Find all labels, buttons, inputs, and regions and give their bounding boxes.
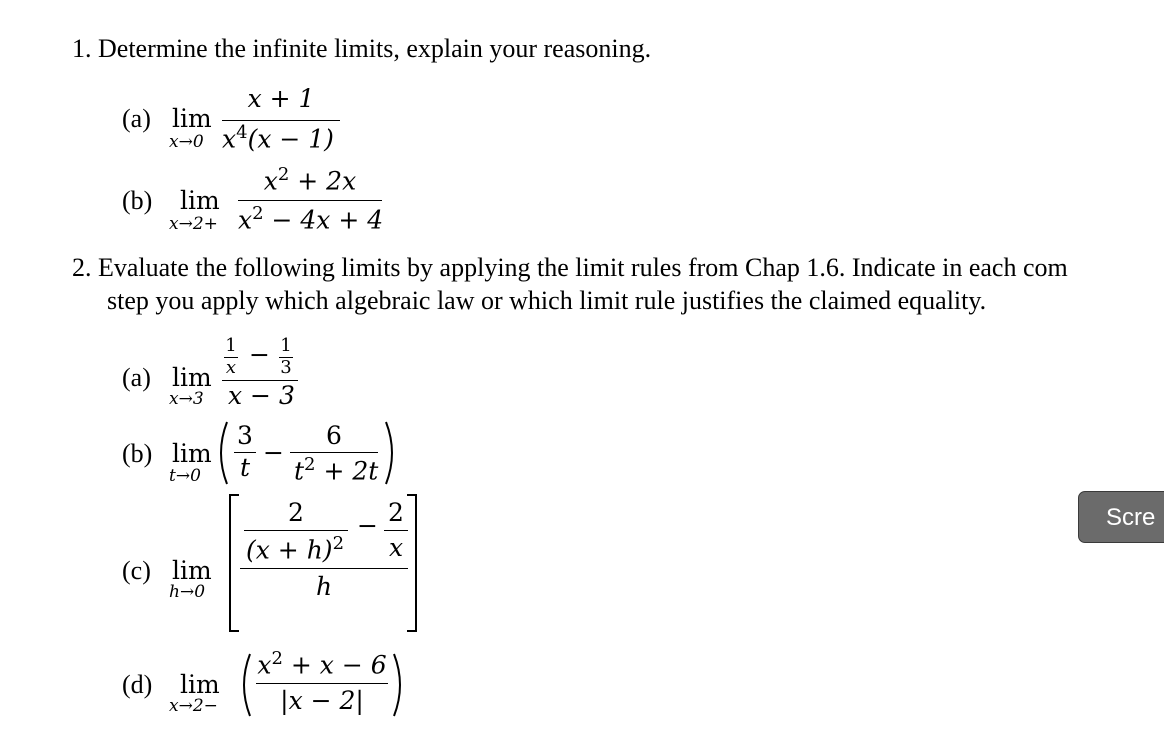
lim-operator: lim <box>180 670 220 699</box>
denominator <box>238 203 383 234</box>
frac-1-num: 2 <box>288 498 304 527</box>
part-label: (c) <box>122 556 151 585</box>
lim-subscript: x→3 <box>169 389 204 409</box>
den-base: x <box>222 124 237 154</box>
lim-subscript: x→2+ <box>169 214 218 234</box>
part-label: (a) <box>122 104 151 133</box>
lim-operator: lim <box>172 556 212 585</box>
part-label: (a) <box>122 363 151 392</box>
minus-sign: − <box>357 511 378 540</box>
frac-1-den: t <box>239 453 251 482</box>
num-rest: + 2x <box>289 166 357 196</box>
num-exponent: 2 <box>277 164 290 185</box>
numerator <box>238 164 382 195</box>
part-label: (b) <box>122 186 153 215</box>
numerator: x + 1 <box>247 84 315 113</box>
denominator: x − 3 <box>228 381 295 410</box>
small-frac-1-den: x <box>225 357 237 378</box>
right-bracket <box>415 494 417 632</box>
left-bracket-bottom <box>229 630 239 632</box>
fraction-bar <box>238 200 382 201</box>
denominator: |x − 2| <box>280 686 364 715</box>
frac-2-den <box>294 454 378 485</box>
frac-1-den <box>246 533 344 564</box>
denominator <box>222 122 334 153</box>
problem-2-heading-line-1: 2. Evaluate the following limits by applying the limit rules from Chap 1.6. Indicate in each com <box>72 253 1068 282</box>
small-frac-2-den: 3 <box>280 357 292 378</box>
lim-operator: lim <box>172 439 212 468</box>
num-base: x <box>263 166 278 196</box>
lim-operator: lim <box>172 104 212 133</box>
right-bracket-bottom <box>407 630 417 632</box>
den-rest: (x − 1) <box>247 124 334 154</box>
den-base: (x + h) <box>246 535 333 565</box>
minus-sign: − <box>263 438 284 467</box>
right-bracket-top <box>407 494 417 496</box>
right-paren <box>392 652 408 718</box>
frac-2-num: 2 <box>388 498 404 527</box>
den-exponent: 4 <box>236 122 248 143</box>
numerator <box>256 648 388 679</box>
den-exponent: 2 <box>252 203 264 224</box>
den-exponent: 2 <box>304 454 316 475</box>
right-paren <box>384 420 400 486</box>
problem-1-heading: 1. Determine the infinite limits, explain your reasoning. <box>72 34 652 63</box>
frac-1-bar <box>244 530 348 531</box>
frac-2-num: 6 <box>326 421 342 450</box>
lim-subscript: t→0 <box>169 466 201 486</box>
screen-button[interactable]: Scre <box>1078 491 1164 543</box>
lim-operator: lim <box>172 363 212 392</box>
lim-subscript: h→0 <box>169 582 206 602</box>
den-rest: − 4x + 4 <box>263 205 384 235</box>
fraction-bar <box>240 568 408 569</box>
den-base: x <box>238 205 253 235</box>
small-frac-1-num: 1 <box>225 335 237 356</box>
frac-2-den: x <box>388 533 404 562</box>
den-base: t <box>294 456 305 486</box>
num-rest: + x − 6 <box>282 650 387 680</box>
frac-2-bar <box>384 530 408 531</box>
left-paren <box>213 420 229 486</box>
denominator: h <box>315 572 333 601</box>
num-base: x <box>257 650 272 680</box>
small-frac-2-num: 1 <box>280 335 292 356</box>
den-rest: + 2t <box>315 456 379 486</box>
lim-subscript: x→2− <box>169 696 218 716</box>
lim-subscript: x→0 <box>169 132 204 152</box>
part-label: (b) <box>122 439 153 468</box>
left-bracket-top <box>229 494 239 496</box>
frac-1-num: 3 <box>237 421 253 450</box>
num-exponent: 2 <box>271 648 283 669</box>
den-exponent: 2 <box>332 533 345 554</box>
left-bracket <box>229 494 231 632</box>
fraction-bar <box>256 683 388 684</box>
problem-2-heading-line-2: step you apply which algebraic law or which limit rule justifies the claimed equality. <box>107 286 987 315</box>
lim-operator: lim <box>180 186 220 215</box>
minus-sign: − <box>249 340 270 369</box>
left-paren <box>236 652 252 718</box>
part-label: (d) <box>122 670 153 699</box>
